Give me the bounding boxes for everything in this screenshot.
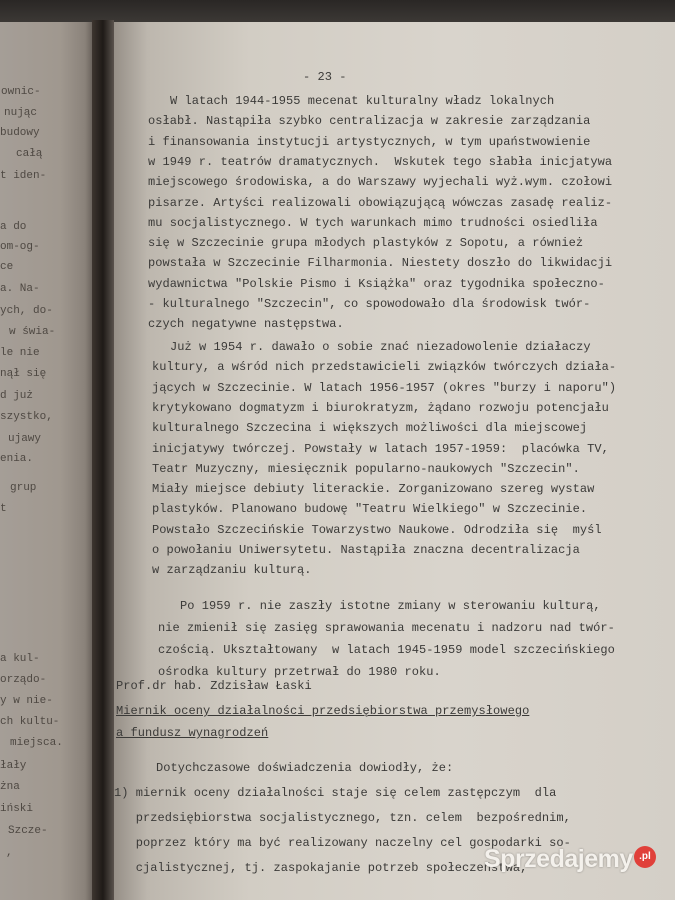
left-page-fragment: Szcze- [8,825,48,837]
text-line: Już w 1954 r. dawało o sobie znać niezadowolenie działaczy [170,340,591,354]
page-number: - 23 - [303,70,347,84]
left-page-fragment: ujawy [8,433,42,445]
text-line: się w Szczecinie grupa młodych plastyków z Sopotu, a również [148,236,584,251]
text-line: - kulturalnego "Szczecin", co spowodowało dla środowisk twór- [148,297,591,311]
text-line: kultury, a wśród nich przedstawicieli związków twórczych działa- [152,360,617,375]
text-line: Po 1959 r. nie zaszły istotne zmiany w sterowaniu kulturą, [180,599,601,613]
list-item: cjalistycznej, tj. zaspokajanie potrzeb społeczeństwa, [114,861,528,875]
left-page-fragment: t iden- [0,170,47,182]
left-page-fragment: a do [0,221,27,233]
text-line: osłabł. Nastąpiła szybko centralizacja w zakresie zarządzania [148,114,591,129]
left-page-fragment: ce [0,261,14,273]
article-title: a fundusz wynagrodzeń [116,726,269,740]
text-line: W latach 1944-1955 mecenat kulturalny władz lokalnych [170,94,555,108]
text-line: plastyków. Planowano budowę "Teatru Wielkiego" w Szczecinie. [152,502,588,517]
text-line: inicjatywy twórczej. Powstały w latach 1957-1959: placówka TV, [152,441,609,456]
text-line: o powołaniu Uniwersytetu. Nastąpiła znaczna decentralizacja [152,543,580,557]
left-page-fragment: , [6,847,13,859]
text-line: Miały miejsce debiuty literackie. Zorganizowano szereg wystaw [152,482,595,497]
left-page-fragment: le nie [0,347,40,359]
left-page-fragment: nując [4,107,38,119]
author-name: Prof.dr hab. Zdzisław Łaski [116,679,312,693]
left-page-fragment: żna [0,781,20,793]
left-page-fragment: szystko, [0,411,53,423]
left-page-fragment: ownic- [1,86,41,98]
text-line: nie zmienił się zasięg sprawowania mecenatu i nadzoru nad twór- [158,621,615,635]
book-gutter [92,20,114,900]
list-item: przedsiębiorstwa socjalistycznego, tzn. celem bezpośrednim, [114,811,571,825]
left-page-fragment: d już [0,390,34,402]
left-page-fragment: om-og- [0,241,40,253]
text-line: jących w Szczecinie. W latach 1956-1957 (okres "burzy i naporu") [152,380,617,395]
text-line: miejscowego środowiska, a do Warszawy wyjechali wyż.wym. czołowi [148,175,613,190]
text-line: Powstało Szczecińskie Towarzystwo Naukowe. Odrodziła się myśl [152,522,602,537]
text-line: mu socjalistycznego. W tych warunkach mimo trudności osiedliła [148,215,598,230]
left-page-fragment: grup [10,482,37,494]
left-page-fragment: a kul- [0,653,40,665]
article-title: Miernik oceny działalności przedsiębiorstwa przemysłowego [116,704,530,718]
text-line: wydawnictwa "Polskie Pismo i Książka" oraz tygodnika społeczno- [148,276,605,291]
text-line: ośrodka kultury przetrwał do 1980 roku. [158,665,441,679]
watermark-badge: .pl [634,846,656,868]
left-page-fragment: całą [16,148,43,160]
left-page-fragment: w świa- [9,326,56,338]
left-page-fragment: enia. [0,453,34,465]
text-line: kulturalnego Szczecina i większych możliwości dla miejscowej [152,421,588,436]
left-page-fragment: nął się [0,368,47,380]
left-page-fragment: łały [0,760,27,772]
text-line: pisarze. Artyści realizowali obowiązującą wówczas zasadę realiz- [148,195,613,210]
left-page-fragment: ch kultu- [0,716,60,728]
watermark-logo: Sprzedajemy [484,845,633,873]
left-page-fragment: orządo- [0,674,47,686]
text-line: Teatr Muzyczny, miesięcznik popularno-naukowych "Szczecin". [152,461,580,476]
left-page-fragment: y w nie- [0,695,53,707]
text-line: Dotychczasowe doświadczenia dowiodły, że: [156,761,454,775]
left-page-fragment: ych, do- [0,305,53,317]
left-page-fragment: budowy [0,127,40,139]
list-item: poprzez który ma być realizowany naczelny cel gospodarki so- [114,836,571,850]
text-line: krytykowano dogmatyzm i biurokratyzm, żądano rozwoju potencjału [152,400,609,415]
text-line: czych negatywne następstwa. [148,317,344,332]
left-page-fragment: a. Na- [0,283,40,295]
left-page-fragment: iński [0,803,34,815]
left-page-fragment: t [0,503,7,515]
text-line: powstała w Szczecinie Filharmonia. Niestety doszło do likwidacji [148,256,613,271]
text-line: w 1949 r. teatrów dramatycznych. Wskutek tego słabła inicjatywa [148,154,613,169]
text-line: czością. Ukształtowany w latach 1945-1959 model szczecińskiego [158,643,615,657]
list-item: 1) miernik oceny działalności staje się celem zastępczym dla [114,786,557,800]
text-line: i finansowania instytucji artystycznych, w tym upaństwowienie [148,134,591,149]
left-page-fragment: miejsca. [10,737,63,749]
text-line: w zarządzaniu kulturą. [152,563,312,578]
